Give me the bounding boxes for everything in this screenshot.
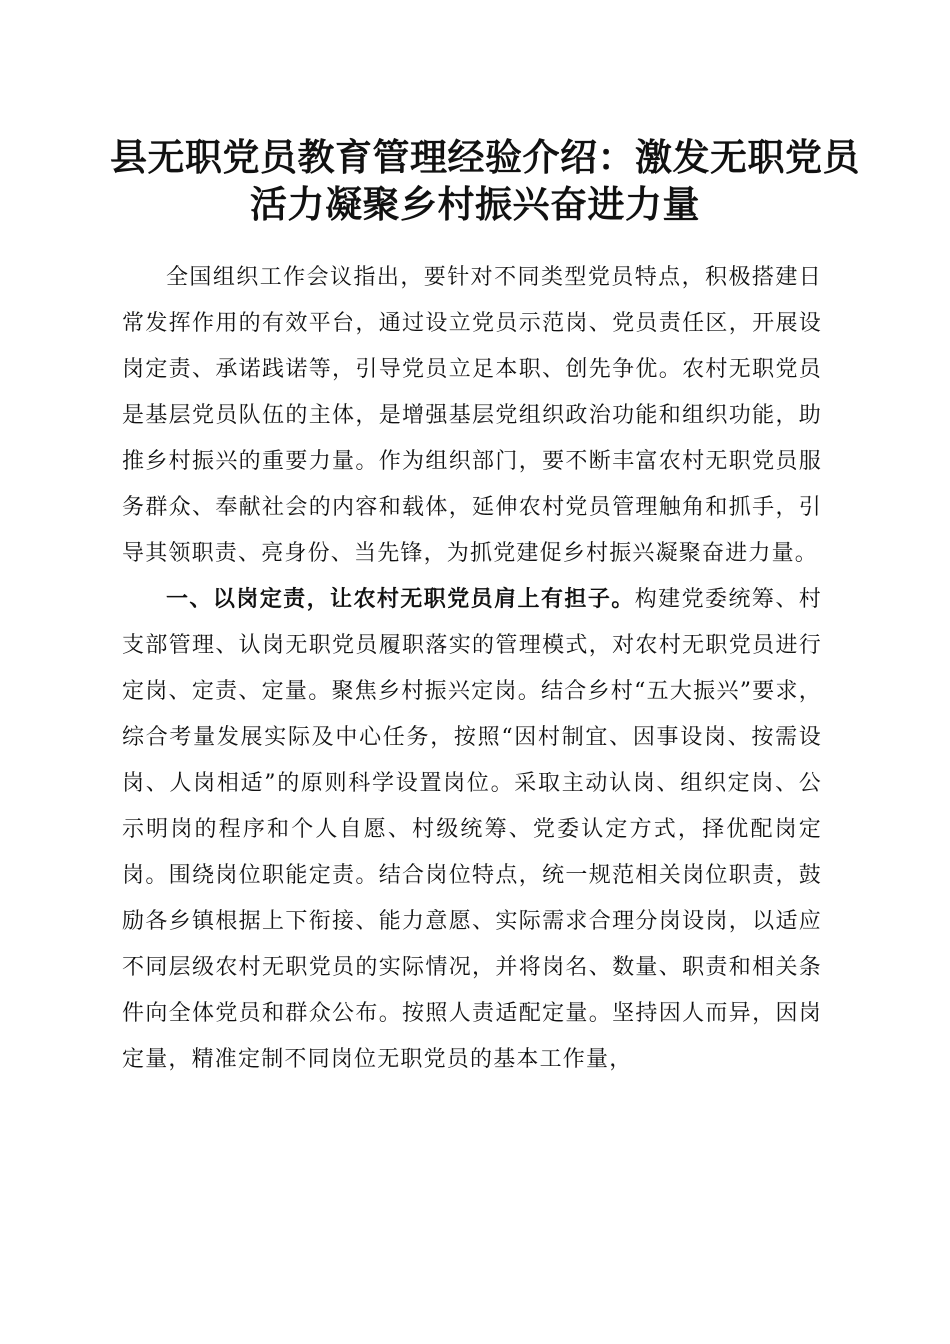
document-body: [122, 255, 822, 1083]
paragraph-intro-text: 全国组织工作会议指出，要针对不同类型党员特点，积极搭建日常发挥作用的有效平台，通过设立党员示范岗、党员责任区，开展设岗定责、承诺践诺等，引导党员立足本职、创先争优。农村无职党员是基层党员队伍的主体，是增强基层党组织政治功能和组织功能，助推乡村振兴的重要力量。作为组织部门，要不断丰富农村无职党员服务群众、奉献社会的内容和载体，延伸农村党员管理触角和抓手，引导其领职责、亮身份、当先锋，为抓党建促乡村振兴凝聚奋进力量。: [122, 265, 822, 566]
paragraph-intro: [122, 255, 822, 577]
title-line-2: 活力凝聚乡村振兴奋进力量: [250, 182, 700, 226]
section-one-text: 构建党委统筹、村支部管理、认岗无职党员履职落实的管理模式，对农村无职党员进行定岗、定责、定量。聚焦乡村振兴定岗。结合乡村“五大振兴”要求，综合考量发展实际及中心任务，按照“因村制宜、因事设岗、按需设岗、人岗相适”的原则科学设置岗位。采取主动认岗、组织定岗、公示明岗的程序和个人自愿、村级统筹、党委认定方式，择优配岗定岗。围绕岗位职能定责。结合岗位特点，统一规范相关岗位职责，鼓励各乡镇根据上下衔接、能力意愿、实际需求合理分岗设岗，以适应不同层级农村无职党员的实际情况，并将岗名、数量、职责和相关条件向全体党员和群众公布。按照人责适配定量。坚持因人而异，因岗定量，精准定制不同岗位无职党员的基本工作量，: [122, 587, 822, 1072]
title-line-1: 县无职党员教育管理经验介绍：激发无职党员: [110, 135, 860, 179]
document-title: [110, 134, 860, 228]
paragraph-section-one: [122, 577, 822, 1083]
section-one-heading: 一、以岗定责，让农村无职党员肩上有担子。: [166, 587, 635, 612]
